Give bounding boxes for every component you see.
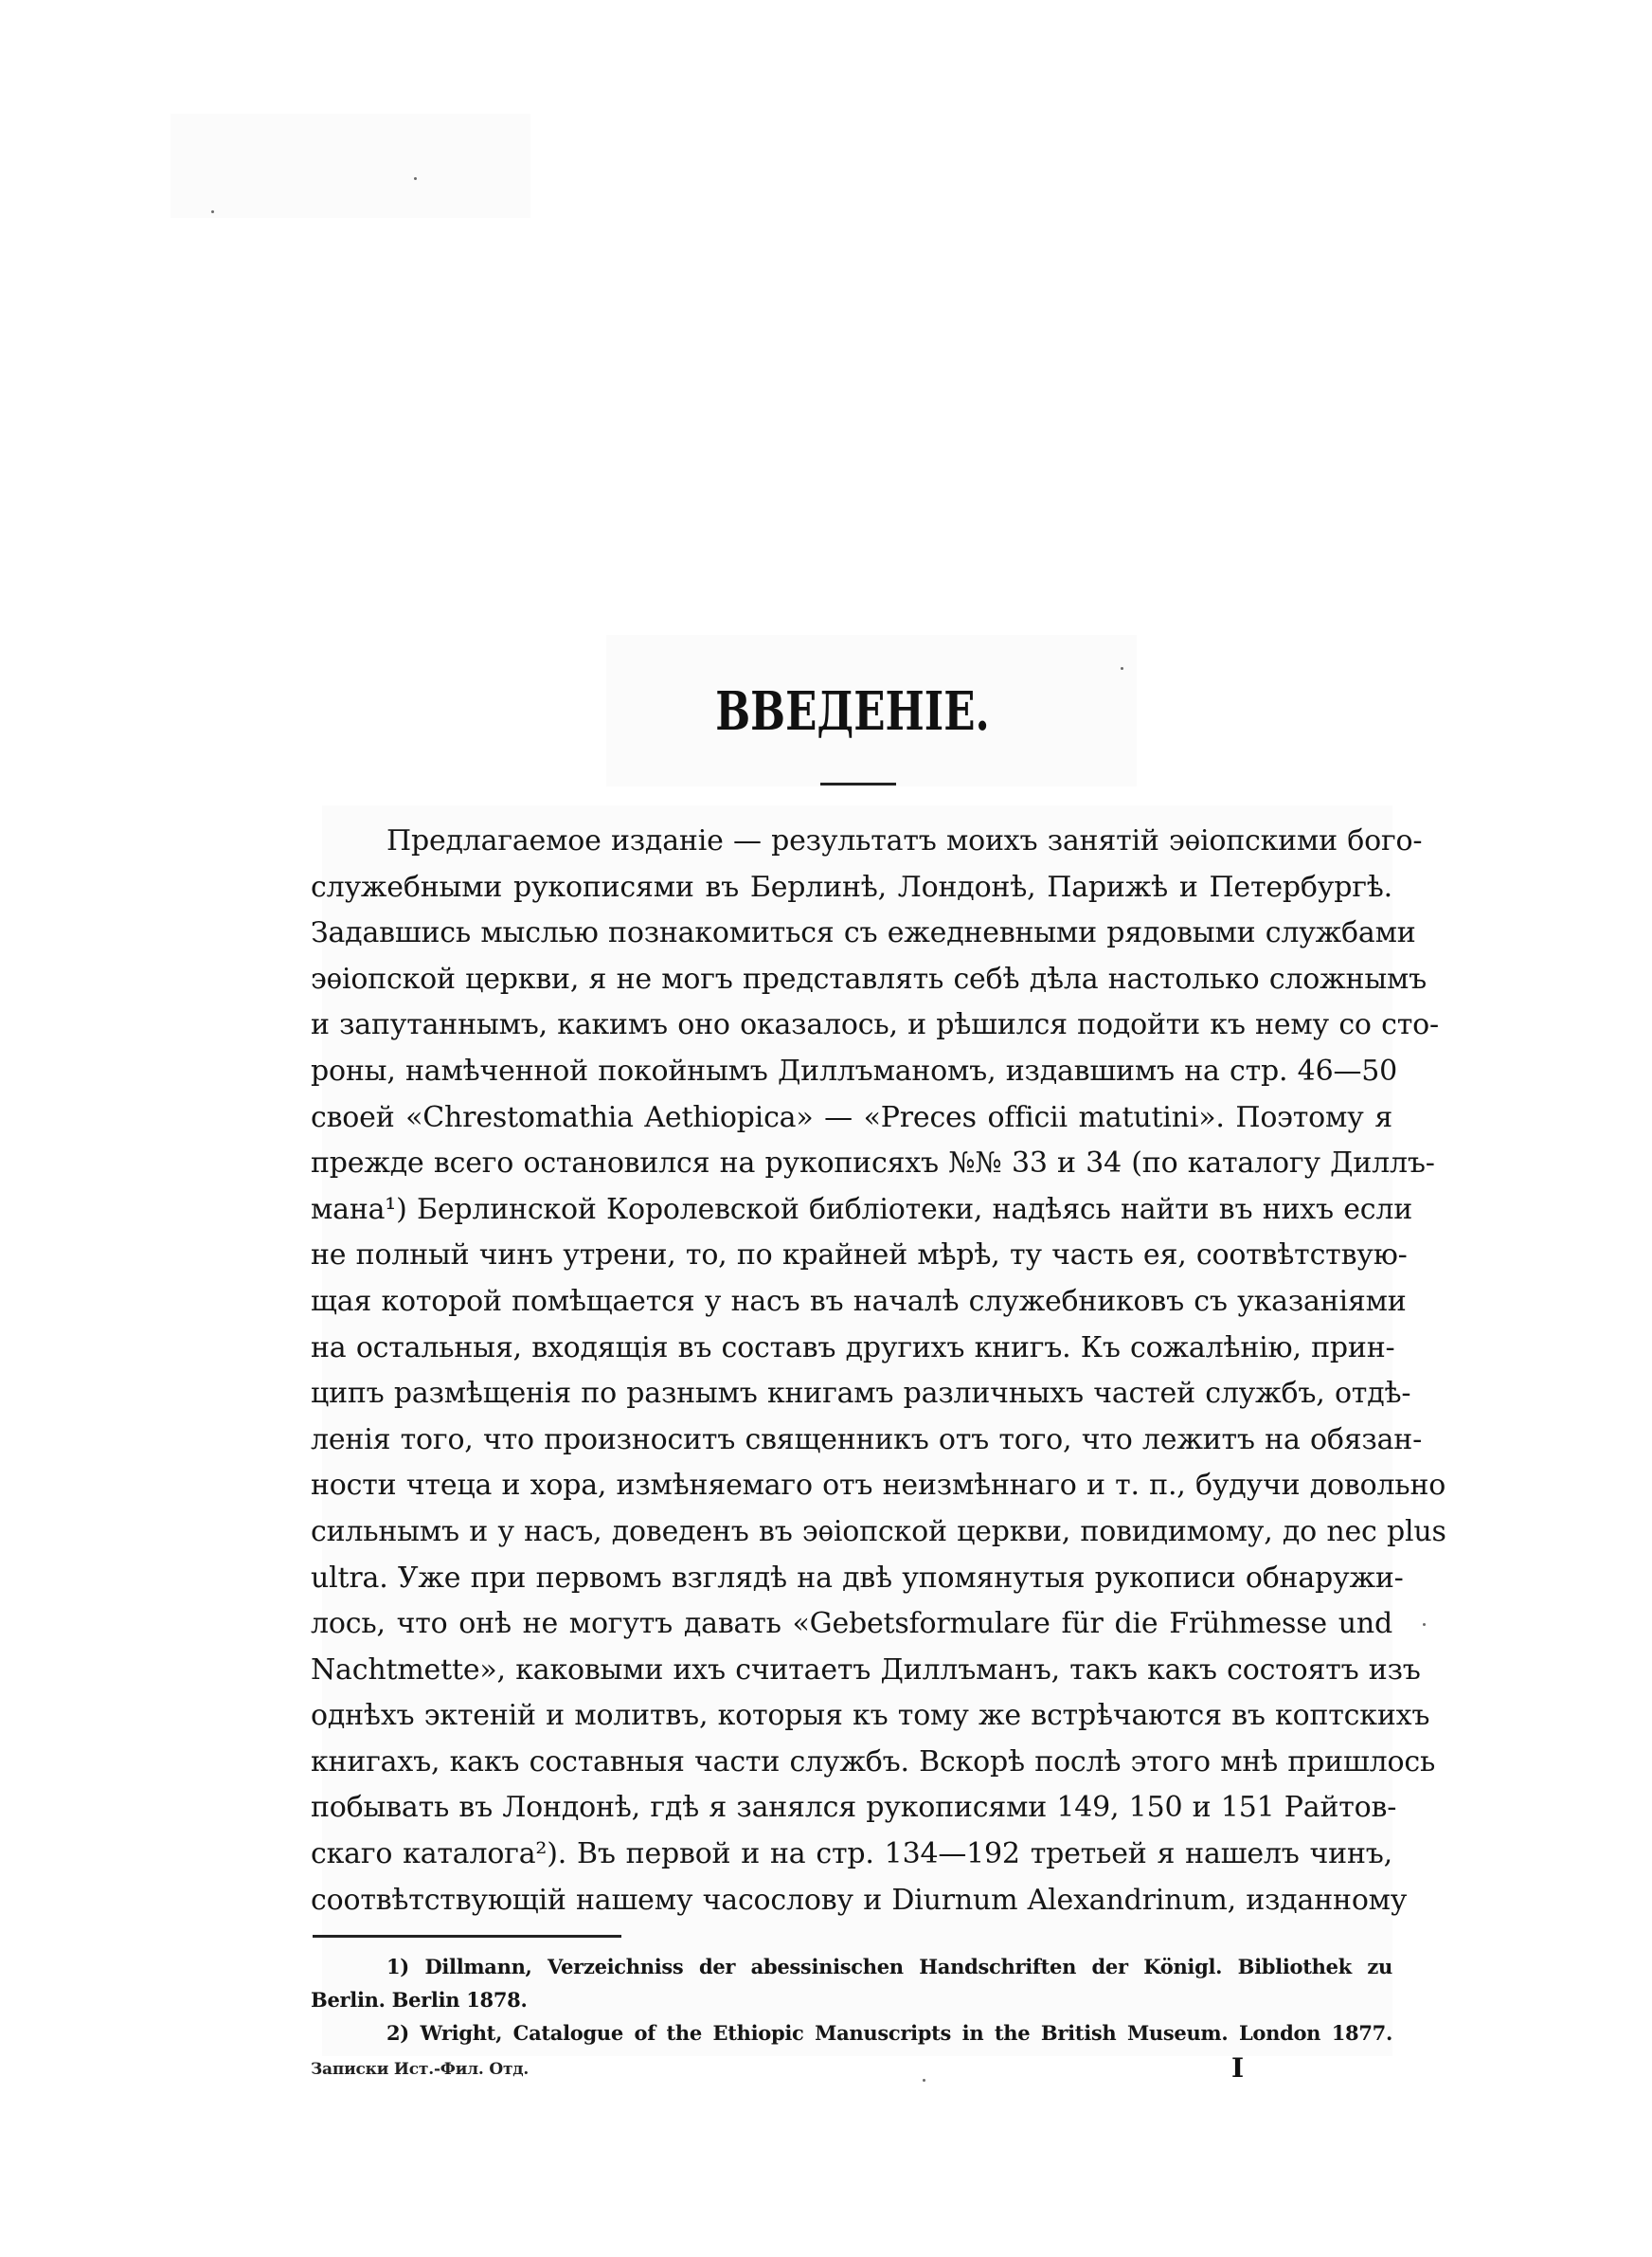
- text-line: однѣхъ эктеній и молитвъ, которыя къ тому же встрѣчаются въ коптскихъ: [311, 1699, 1430, 1733]
- scan-speck: [211, 210, 214, 213]
- text-line: эѳіопской церкви, я не могъ представлять себѣ дѣла настолько сложнымъ: [311, 962, 1428, 996]
- text-line: сильнымъ и у насъ, доведенъ въ эѳіопской церкви, повидимому, до nec plus: [311, 1514, 1446, 1548]
- text-line: побывать въ Лондонѣ, гдѣ я занялся рукописями 149, 150 и 151 Райтов-: [311, 1791, 1397, 1825]
- text-line: ленія того, что произноситъ священникъ отъ того, что лежитъ на обязан-: [311, 1422, 1423, 1456]
- text-line: ципъ размѣщенія по разнымъ книгамъ различныхъ частей службъ, отдѣ-: [311, 1377, 1411, 1411]
- footnotes: [311, 1950, 1392, 2049]
- footnote-line: 1) Dillmann, Verzeichniss der abessinischen Handschriften der Königl. Bibliothek zu: [386, 1955, 1392, 1978]
- scan-speck: [414, 177, 417, 180]
- title-rule: [820, 783, 896, 785]
- footnote-line: Berlin. Berlin 1878.: [311, 1988, 528, 2012]
- text-line: не полный чинъ утрени, то, по крайней мѣрѣ, ту часть ея, соотвѣтствую-: [311, 1238, 1408, 1273]
- scan-shading: [171, 114, 530, 218]
- text-line: прежде всего остановился на рукописяхъ №№ 33 и 34 (по каталогу Диллъ-: [311, 1147, 1435, 1181]
- text-line: роны, намѣченной покойнымъ Диллъманомъ, издавшимъ на стр. 46—50: [311, 1054, 1398, 1088]
- body-text: [311, 819, 1446, 1923]
- text-line: на остальныя, входящія въ составъ другихъ книгъ. Къ сожалѣнію, прин-: [311, 1330, 1395, 1364]
- text-line: скаго каталога²). Въ первой и на стр. 134—192 третьей я нашелъ чинъ,: [311, 1837, 1392, 1871]
- scan-speck: [1121, 667, 1123, 670]
- text-line: ности чтеца и хора, измѣняемаго отъ неизмѣннаго и т. п., будучи довольно: [311, 1469, 1446, 1503]
- text-line: щая которой помѣщается у насъ въ началѣ служебниковъ съ указаніями: [311, 1284, 1407, 1318]
- scan-speck: [1423, 1623, 1426, 1626]
- text-line: своей «Chrestomathia Aethiopica» — «Preces officii matutini». Поэтому я: [311, 1100, 1392, 1134]
- text-line: Задавшись мыслью познакомиться съ ежедневными рядовыми службами: [311, 916, 1416, 950]
- signature-mark: I: [1231, 2052, 1245, 2084]
- text-line: Предлагаемое изданіе — результатъ моихъ занятій эѳіопскими бого-: [386, 824, 1423, 858]
- text-line: лось, что онѣ не могутъ давать «Gebetsformulare für die Frühmesse und: [311, 1607, 1392, 1641]
- series-title: Записки Ист.-Фил. Отд.: [311, 2060, 530, 2079]
- text-line: соотвѣтствующій нашему часослову и Diurnum Alexandrinum, изданному: [311, 1883, 1408, 1917]
- text-line: служебными рукописями въ Берлинѣ, Лондонѣ, Парижѣ и Петербургѣ.: [311, 870, 1392, 904]
- text-line: ultra. Уже при первомъ взглядѣ на двѣ упомянутыя рукописи обнаружи-: [311, 1561, 1404, 1595]
- text-line: и запутаннымъ, какимъ оно оказалось, и рѣшился подойти къ нему со сто-: [311, 1008, 1439, 1042]
- footnote-rule: [313, 1935, 621, 1938]
- text-line: Nachtmette», каковыми ихъ считаетъ Диллъманъ, такъ какъ состоятъ изъ: [311, 1652, 1421, 1687]
- text-line: книгахъ, какъ составныя части службъ. Вскорѣ послѣ этого мнѣ пришлось: [311, 1744, 1436, 1779]
- text-line: мана¹) Берлинской Королевской библіотеки, надѣясь найти въ нихъ если: [311, 1192, 1413, 1226]
- page-title: ВВЕДЕНІЕ.: [715, 680, 990, 743]
- footnote-line: 2) Wright, Catalogue of the Ethiopic Manuscripts in the British Museum. London 1877.: [386, 2021, 1392, 2045]
- page-footer: [311, 2052, 1392, 2098]
